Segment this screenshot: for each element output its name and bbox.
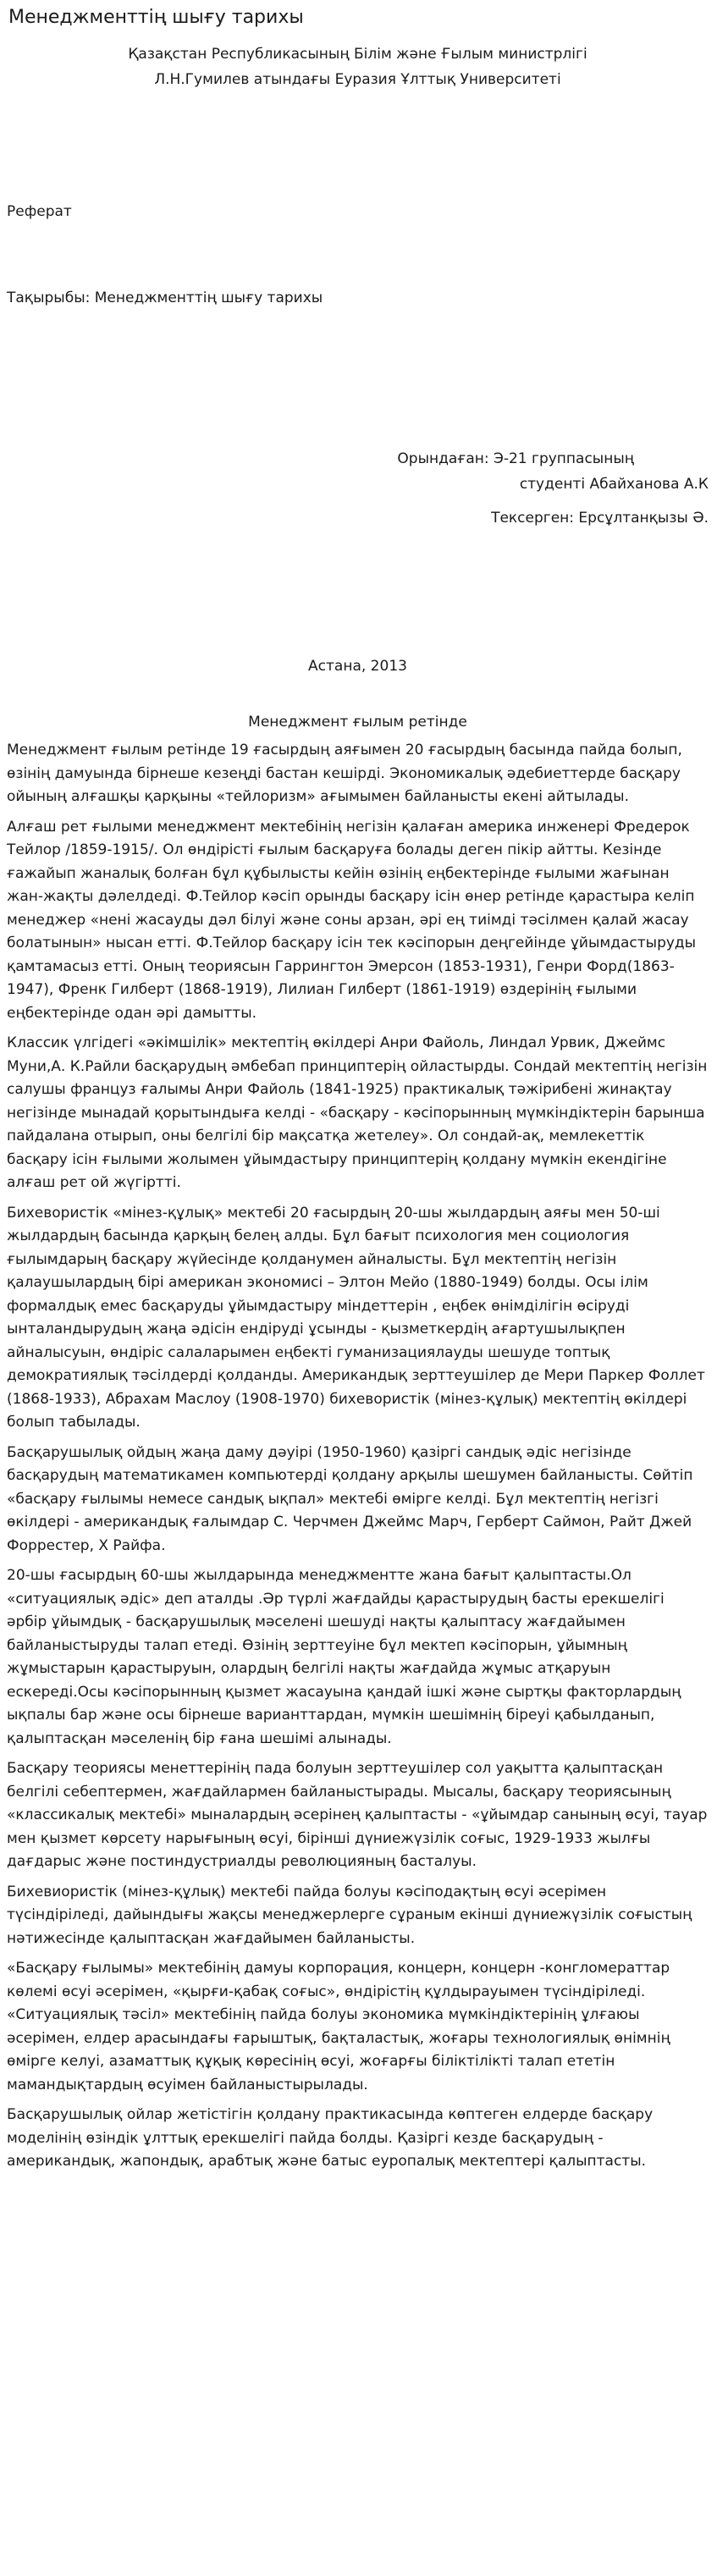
- paragraph: Бихевиористік (мінез-құлық) мектебі пайда болуы кәсіподақтың өсуі әсерімен түсіндіріледі, дайындығы жақсы менеджерлерге сұраным екінші дүниежүзілік соғыстың нәтижесінде қалыптасқан жағдайымен байланысты.: [7, 1883, 692, 1947]
- paragraph: Классик үлгідегі «әкімшілік» мектептің өкілдері Анри Файоль, Линдал Урвик, Джеймс Муни,А. К.Райли басқарудың әмбебап принциптерің ойластырды. Сондай мектептің негізін салушы француз ғалымы Анри Файоль (1841-1925) практикалық тәжірибені жинақтау негізінде мынадай қорытындыға келді - «басқару - кәсіпорынның мүмкіндіктерін барынша пайдалана отырып, оны белгілі бір мақсатқа жетелеу». Ол сондай-ақ, мемлекеттік басқару ісін ғылыми жолымен ұйымдастыру принциптерің қолдану мүмкін екендігіне алғаш рет ой жүгіртті.: [7, 1034, 708, 1191]
- document-topic: Тақырыбы: Менеджменттің шығу тарихы: [7, 290, 323, 306]
- document-type: Реферат: [7, 203, 72, 220]
- document-page: [0, 7, 717, 2201]
- ministry-line: Қазақстан Республикасының Білім және Ғылым министрлігі: [128, 46, 587, 63]
- paragraph: Басқарушылық ойдың жаңа даму дәуірі (1950-1960) қазіргі сандық әдіс негізінде басқарудың математикамен компьютерді қолдану арқылы шешумен байланысты. Сөйтіп «басқару ғылымы немесе сандық ықпал» мектебі өмірге келді. Бұл мектептің негізгі өкілдері - американдық ғалымдар С. Черчмен Джеймс Марч, Герберт Саймон, Райт Джей Форрестер, Х Райфа.: [7, 1443, 693, 1554]
- paragraph: Басқарушылық ойлар жетістігін қолдану практикасында көптеген елдерде басқару моделінің өзіндік ұлттық ерекшелігі пайда болды. Қазіргі кезде басқарудың - американдық, жапондық, арабтық және батыс еуропалық мектептері қалыптасты.: [7, 2106, 654, 2170]
- paragraph: 20-шы ғасырдың 60-шы жылдарында менеджментте жана бағыт қалыптасты.Ол «ситуациялық әдіс» деп аталды .Әр түрлі жағдайды қарастырудың басты ерекшелігі әрбір ұйымдық - басқарушылық мәселені шешуді нақты қалыптасу жағдайымен байланыстыруды талап етеді. Өзінің зерттеуіне бұл мектеп кәсіпорын, ұйымның жұмыстарын қарастыруын, олардың белгілі нақты жағдайда жұмыс атқаруын ескереді.Осы кәсіпорынның қызмет жасауына қандай ішкі және сыртқы факторлардың ықпалы бар және осы бірнеше варианттардан, мүмкін шешімнің біреуі қабылданып, қалыптасқан мәселенің бір ғана шешімі алынады.: [7, 1567, 681, 1747]
- paragraph: Менеджмент ғылым ретінде 19 ғасырдың аяғымен 20 ғасырдың басында пайда болып, өзінің дамуында бірнеше кезеңді бастан кешірді. Экономикалық әдебиеттерде басқару ойының алғашқы қарқыны «тейлоризм» ағымымен байланысты екені айтылады.: [7, 742, 682, 805]
- paragraph: Бихевористік «мінез-құлық» мектебі 20 ғасырдың 20-шы жылдардың аяғы мен 50-ші жылдардың басында қарқың белең алды. Бұл бағыт психология мен социология ғылымдарың басқару жүйесінде қолданумен айналысты. Бұл мектептің негізін қалаушылардың бірі американ экономисі – Элтон Мейо (1880-1949) болды. Осы ілім формалдық емес басқаруды ұйымдастыру міндеттерін , еңбек өнімділігін өсіруді ынталандырудың жаңа әдісін ендіруді ұсынды - қызметкердің ағартушылықпен айналысуын, өндіріс салаларымен еңбекті гуманизациялауды шешуде топтық демократиялық тәсілдерді қолданды. Американдық зерттеушілер де Мери Паркер Фоллет (1868-1933), Абрахам Маслоу (1908-1970) бихевористік (мінез-құлық) мектептің өкілдері болып табылады.: [7, 1204, 705, 1431]
- performed-by-line: Орындаған: Э-21 группасының: [397, 450, 634, 467]
- checked-by-line: Тексерген: Ерсұлтанқызы Ә.: [491, 510, 709, 527]
- university-line: Л.Н.Гумилев атындағы Еуразия Ұлттық Университеті: [154, 71, 561, 88]
- city-year: Астана, 2013: [308, 658, 407, 675]
- document-title: Менеджменттің шығу тарихы: [8, 7, 304, 28]
- authors-block: [7, 446, 709, 531]
- paragraph: Басқару теориясы менеттерінің пада болуын зерттеушілер сол уақытта қалыптасқан белгілі себептермен, жағдайлармен байланыстырады. Мысалы, басқару теориясының «классикалық мектебі» мыналардың әсерінең қалыптасты - «ұйымдар санының өсуі, тауар мен қызмет көрсету нарығының өсуі, бірінші дүниежүзілік соғыс, 1929-1933 жылғы дағдарыс және постиндустриалды революцияның басталуы.: [7, 1760, 708, 1870]
- paragraph: «Басқару ғылымы» мектебінің дамуы корпорация, концерн, концерн -конгломераттар көлемі өсуі әсерімен, «қырғи-қабақ соғыс», өндірістің құлдырауымен түсіндіріледі. «Ситуациялық тәсіл» мектебінің пайда болуы экономика мүмкіндіктерінің ұлғаюы әсерімен, елдер арасындағы ғарыштық, бақталастық, жоғары технологиялық өнімнің өмірге келуі, азаматтық құқық көресінің өсуі, жоғарғы біліктілікті талап ететін мамандықтардың өсуімен байланыстырылады.: [7, 1960, 670, 2093]
- paragraph: Алғаш рет ғылыми менеджмент мектебінің негізін қалаған америка инженері Фредерок Тейлор /1859-1915/. Ол өндірісті ғылым басқаруға болады деген пікір айтты. Кезінде ғажайып жаналық болған бұл құбылысты кейін өзінің еңбектерінде ғылыми жағынан жан-жақты дәлелдеді. Ф.Тейлор кәсіп орынды басқару ісін өнер ретінде қарастыра келіп менеджер «нені жасауды дәл білуі және соны арзан, әрі ең тиімді тәсілмен қалай жасау болатынын» нысан етті. Ф.Тейлор басқару ісін тек кәсіпорын деңгейінде ұйымдастыруды қамтамасыз етті. Оның теориясын Гаррингтон Эмерсон (1853-1931), Генри Форд(1863-1947), Френк Гилберт (1868-1919), Лилиан Гилберт (1861-1919) өздерінің ғылыми еңбектерінде одан әрі дамытты.: [7, 818, 697, 1022]
- section-title: Менеджмент ғылым ретінде: [248, 714, 467, 731]
- section-body: [7, 739, 709, 2174]
- student-line: студенті Абайханова А.К: [519, 476, 709, 493]
